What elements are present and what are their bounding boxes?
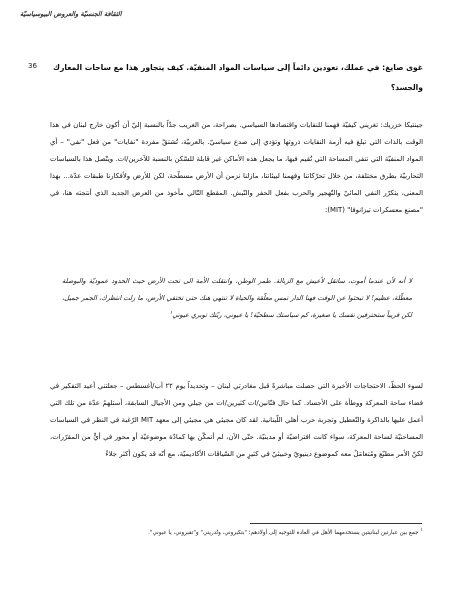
page-number: 36 xyxy=(28,62,37,70)
footnote-divider xyxy=(250,523,422,524)
running-header: الثقافة الجنسيّة والعروض البيوسياسيّة xyxy=(20,10,122,18)
footnote-text: جمع بين عبارتين لبنانيتين يستخدمهما الأهل في العادة للتوجيه إلى أولادهم؛ "بتكبروني، وتُدريني" و"تقبروني، يا عيوني". xyxy=(148,530,419,536)
answer-paragraph-2: لسوء الحظّ، الاحتجاجات الأخيرة التي حصلت مباشرةً قبل مغادرتي لبنان – وتحديداً يوم ٢٢ آب/أغسطس – جعلتني أعيد التفكير في فضاء ساحة المعركة ووطأة على الأجساد. كما حال فنّانين/ات كثيرين/ات من جيلي ومن الأجيال السابقة، أستلهمُ عدّة من تلك التي أعمل عليها بالذاكرة والتّعطيل وتجربة حرب أهلي اللّبنانية. لقد كان مجيئي هي مجيئي إلى معهد MIT الرّغبة في النظر في السياسات المساحتيّة لساحة المعركة، سواء كانت افتراضيّة أو مدينيّة. حتّى الآن، لم أتمكّن بها كمادّة موضوعيّة أو محور في أيٍّ من المقرّرات، لكنّ الأمر مطبّع ومُتعامَلٌ معه كموضوع دينيويّ وخبيثيّ في كثيرٍ من السّياقات الأكاديميّة، مع أنّه قد يكون أكثر جلاءً xyxy=(50,382,424,458)
footnote-number: ١ xyxy=(420,527,423,534)
quote-text: لا أنه لأن عندما أموت، ساتقل لأعيش مع الزبالة. طمر الوطن، وانتقلت الأمة الى تحت الأرض حيث الحدود عموديّة والبوصلة معطّلة، عظيم! لا تبحثوا عن الوقت فهنا الدار تمس معلّقة والحياة لا تنتهي هنك حتى تختفي الأرض، ما زلت انتظرك، الجمر جميل، لكن قريباً ستحترقين نفسك يا صغيرة، كم سياستك سطحيّة! يا عيوني، ربّتك توبري عيوني xyxy=(62,277,412,319)
footnote xyxy=(50,527,423,540)
interview-question: غوى صايغ: في عملك، تعودين دائماً إلى سياسات المواد المنفيّة. كيف يتجاور هذا مع ساحات المعارك والجسد؟ xyxy=(53,63,423,92)
performance-quote xyxy=(62,273,412,324)
quote-footnote-ref: ١ xyxy=(169,309,173,316)
answer-paragraph-1: جينتيكا خزريك: تغريني كيفيّة فهمنا للنفايات واقتصادها السياسي. بصراحة، من الغريب جدّاً بالنسبة إليّ أن أكون خارج لبنان في هذا الوقت بالذات التي تبلغ فيه أزمة النفايات ذروتها وتؤدي إلى صدع سياسيّ. بالعربيّة، تُشتقّ مفردة "نفايات" من فعل "نفي" – أي المواد المنفيّة التي تنفي المساحة التي تُقيم فيها، ما يجعل هذه الأماكن غير قابلة للسّكن بالنسبة للآخرين/ات. ويتّصل هذا بالسياسات التحاربيّة بطرق مختلفة، من خلال تحرّكاتنا وفهمنا لبيئاتنا، مازلنا نزمن أن الأرض مسطّحة، لكن للأرض ولأفكارنا طبقات عدّة... بهذا المعنى، يتكرّر النفي المائيّ والتّهجير والحرب بفعل الحفر والنّبش. المقطع التّالي مأخوذ من العرض الجديد الذي أنتجته هنا، في "مصنع معسكرات تيزانوفا" (MIT): xyxy=(50,121,423,214)
